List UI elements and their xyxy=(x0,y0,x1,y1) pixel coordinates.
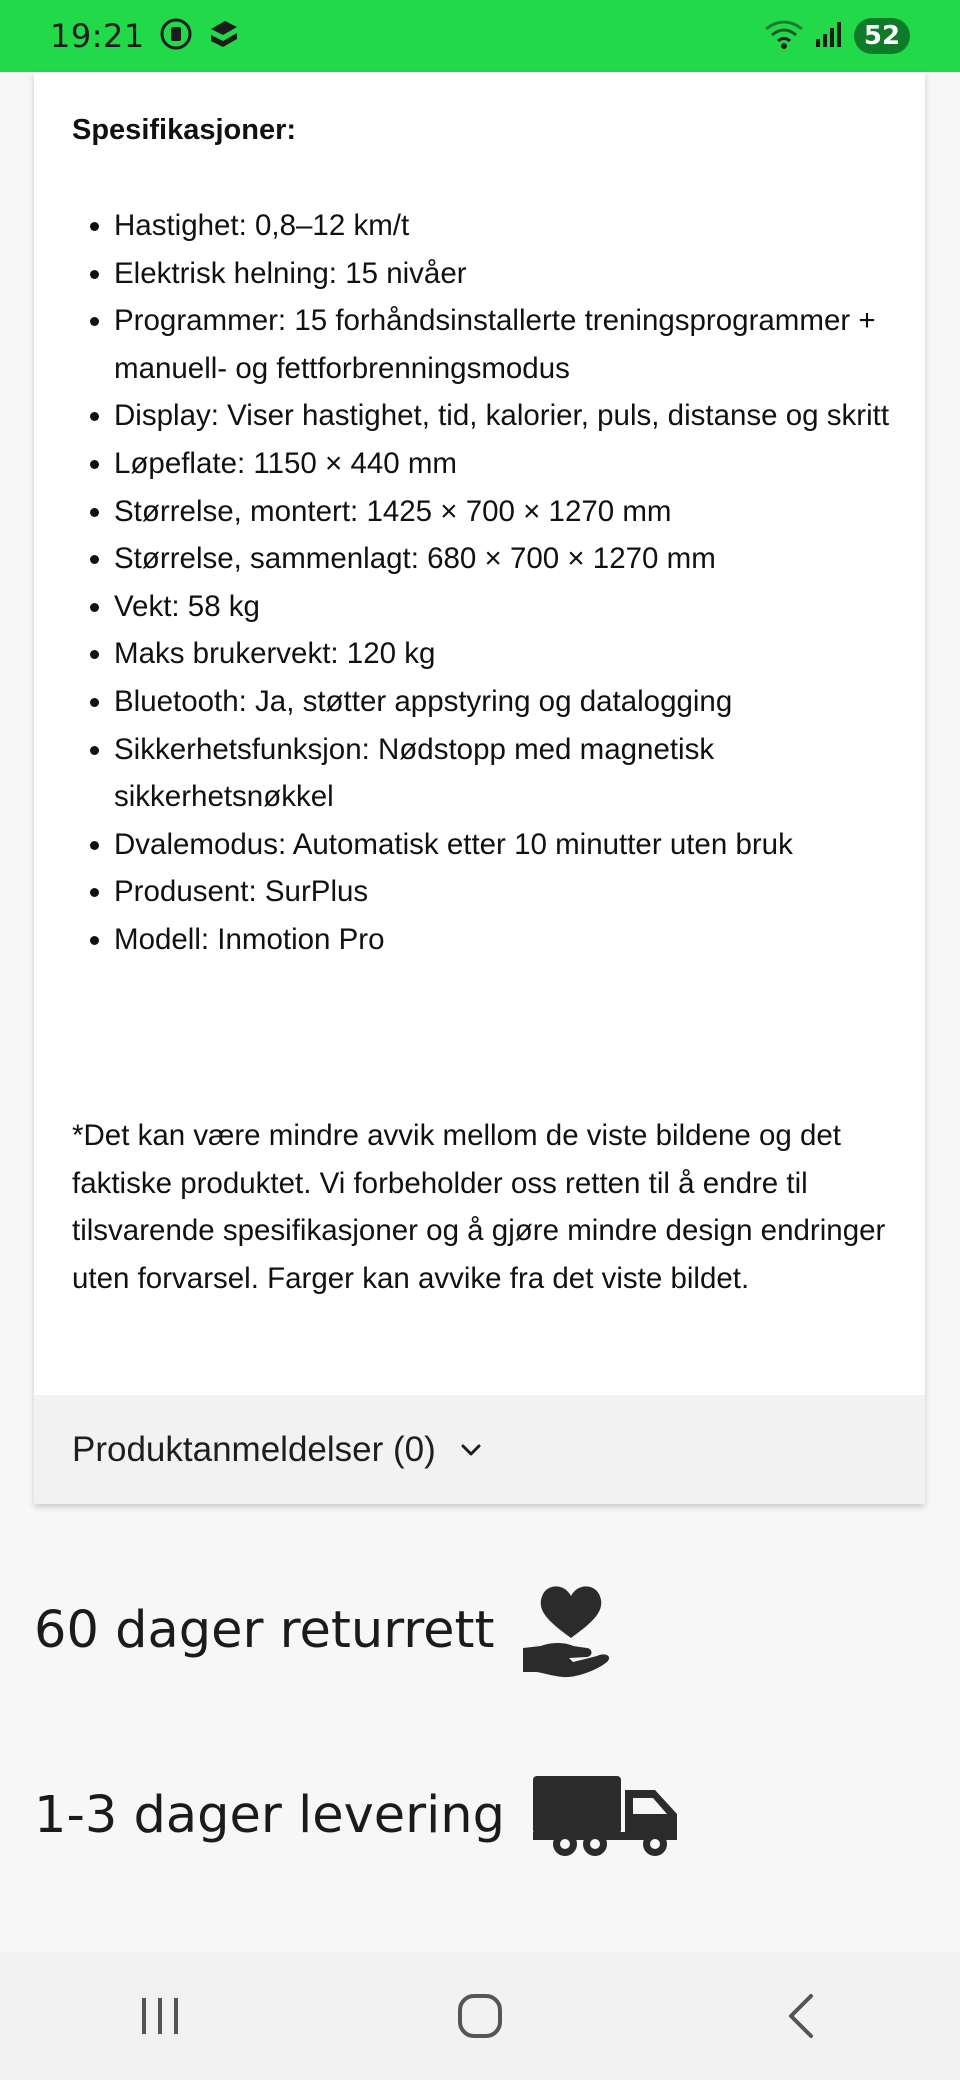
signal-icon xyxy=(814,19,844,54)
disclaimer-text: *Det kan være mindre avvik mellom de viste bildene og det faktiske produktet. Vi forbeholder oss retten til å endre til tilsvarende spesifikasjoner og å gjøre mindre design endringer uten forvarsel. Farger kan avvike fra det viste bildet. xyxy=(72,1119,886,1295)
spec-item: • Dvalemodus: Automatisk etter 10 minutter uten bruk xyxy=(114,821,902,869)
heart-hand-icon xyxy=(521,1580,617,1680)
delivery-label: 1-3 dager levering xyxy=(34,1785,506,1845)
spec-item: • Produsent: SurPlus xyxy=(114,868,902,916)
spec-item: • Sikkerhetsfunksjon: Nødstopp med magnetisk sikkerhetsnøkkel xyxy=(114,726,902,821)
spec-item: • Størrelse, sammenlagt: 680 × 700 × 1270 mm xyxy=(114,535,902,583)
specs-list xyxy=(72,202,902,964)
chevron-down-icon xyxy=(460,1443,482,1457)
status-bar xyxy=(0,0,960,72)
back-icon[interactable] xyxy=(740,1976,860,2056)
spec-item: • Display: Viser hastighet, tid, kalorier, puls, distanse og skritt xyxy=(114,392,902,440)
battery-indicator: 52 xyxy=(854,18,910,54)
product-details-card xyxy=(34,72,925,1504)
spec-item: • Elektrisk helning: 15 nivåer xyxy=(114,250,902,298)
spec-item: • Maks brukervekt: 120 kg xyxy=(114,630,902,678)
specs-title: Spesifikasjoner: xyxy=(72,114,297,146)
return-policy-perk xyxy=(34,1580,617,1680)
status-time: 19:21 xyxy=(50,17,145,55)
spec-item: • Hastighet: 0,8–12 km/t xyxy=(114,202,902,250)
system-nav-bar xyxy=(0,1952,960,2080)
recent-apps-icon[interactable] xyxy=(100,1976,220,2056)
wifi-icon xyxy=(764,17,804,56)
spec-item: • Vekt: 58 kg xyxy=(114,583,902,631)
spec-item: • Modell: Inmotion Pro xyxy=(114,916,902,964)
app-notification-icon xyxy=(207,17,241,56)
reviews-label: Produktanmeldelser (0) xyxy=(72,1429,436,1469)
alarm-status-icon xyxy=(159,17,193,56)
status-left xyxy=(50,17,241,56)
truck-icon xyxy=(531,1770,681,1860)
spec-item: • Bluetooth: Ja, støtter appstyring og datalogging xyxy=(114,678,902,726)
return-policy-label: 60 dager returrett xyxy=(34,1600,495,1660)
delivery-perk xyxy=(34,1770,681,1860)
spec-item: • Størrelse, montert: 1425 × 700 × 1270 mm xyxy=(114,488,902,536)
home-icon[interactable] xyxy=(420,1976,540,2056)
spec-item: • Programmer: 15 forhåndsinstallerte treningsprogrammer + manuell- og fettforbrenningsmodus xyxy=(114,297,902,392)
spec-item: • Løpeflate: 1150 × 440 mm xyxy=(114,440,902,488)
status-right xyxy=(764,17,910,56)
reviews-accordion[interactable] xyxy=(34,1395,925,1504)
